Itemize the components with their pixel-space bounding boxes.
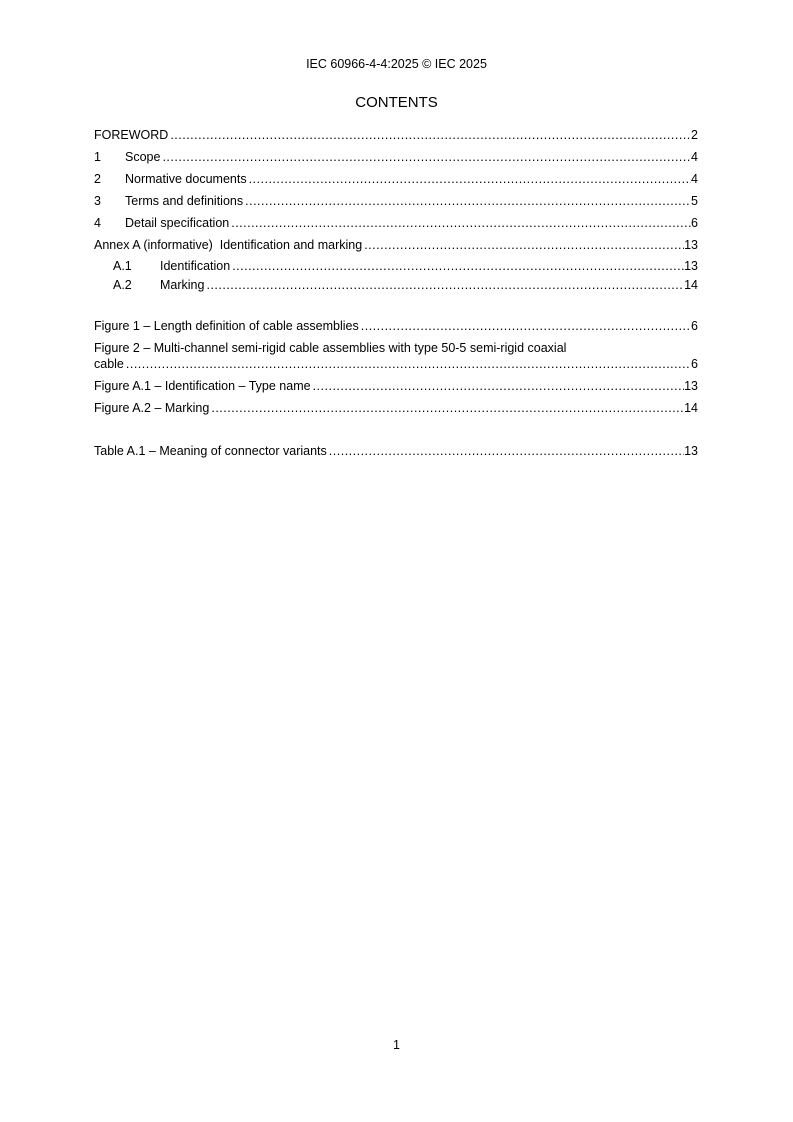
- toc-entry-page: 4: [691, 150, 698, 164]
- leader-dots: [124, 356, 691, 372]
- contents-title: CONTENTS: [355, 94, 438, 111]
- toc-entry-page: 13: [684, 259, 698, 273]
- toc-entry-page: 2: [691, 128, 698, 142]
- toc-entry-page: 13: [684, 238, 698, 252]
- toc-entry-table-a1[interactable]: [94, 443, 698, 459]
- toc-entry-figure-a1[interactable]: [94, 378, 698, 394]
- page-header: IEC 60966-4-4:2025 © IEC 2025: [306, 57, 487, 71]
- toc-entry-page: 6: [691, 357, 698, 371]
- toc-entry-normative-documents[interactable]: [94, 171, 698, 187]
- toc-entry-text: Table A.1 – Meaning of connector variants: [94, 444, 327, 458]
- toc-entry-figure-a2[interactable]: [94, 400, 698, 416]
- toc-entry-annex-a[interactable]: [94, 237, 698, 253]
- toc-entry-text: Figure A.2 – Marking: [94, 401, 210, 415]
- leader-dots: [359, 318, 691, 334]
- toc-entry-page: 5: [691, 194, 698, 208]
- toc-entry-foreword[interactable]: [94, 127, 698, 143]
- toc-entry-page: 4: [691, 172, 698, 186]
- toc-entry-number: 3: [94, 194, 101, 208]
- leader-dots: [230, 258, 684, 274]
- toc-entry-text: Figure 1 – Length definition of cable assemblies: [94, 319, 359, 333]
- leader-dots: [160, 149, 691, 165]
- toc-entry-text-line2: cable: [94, 357, 124, 371]
- toc-entry-text: Annex A (informative) Identification and marking: [94, 238, 363, 252]
- toc-entry-terms-and-definitions[interactable]: [94, 193, 698, 209]
- toc-entry-scope[interactable]: [94, 149, 698, 165]
- toc-entry-text: Detail specification: [125, 216, 230, 230]
- toc-entry-page: 14: [684, 401, 698, 415]
- toc-entry-text: Terms and definitions: [125, 194, 244, 208]
- leader-dots: [327, 443, 684, 459]
- toc-entry-page: 6: [691, 319, 698, 333]
- toc-entry-a2-marking[interactable]: [113, 277, 698, 293]
- toc-entry-number: A.2: [113, 278, 132, 292]
- toc-entry-text: FOREWORD: [94, 128, 169, 142]
- toc-entry-page: 13: [684, 444, 698, 458]
- leader-dots: [204, 277, 684, 293]
- leader-dots: [168, 127, 691, 143]
- toc-entry-a1-identification[interactable]: [113, 258, 698, 274]
- toc-entry-page: 14: [684, 278, 698, 292]
- page-number: 1: [393, 1038, 400, 1052]
- leader-dots: [243, 193, 691, 209]
- leader-dots: [229, 215, 691, 231]
- leader-dots: [311, 378, 685, 394]
- toc-entry-text: Identification: [160, 259, 231, 273]
- toc-entry-second-line: [94, 356, 698, 372]
- toc-entry-text-line1: Figure 2 – Multi-channel semi-rigid cable assemblies with type 50-5 semi-rigid coaxial: [94, 341, 567, 355]
- toc-entry-number: 1: [94, 150, 101, 164]
- toc-entry-figure-2[interactable]: [94, 340, 698, 372]
- leader-dots: [362, 237, 684, 253]
- toc-entry-detail-specification[interactable]: [94, 215, 698, 231]
- toc-entry-figure-1[interactable]: [94, 318, 698, 334]
- toc-entry-page: 13: [684, 379, 698, 393]
- toc-entry-number: 2: [94, 172, 101, 186]
- toc-entry-number: A.1: [113, 259, 132, 273]
- leader-dots: [209, 400, 684, 416]
- toc-entry-text: Scope: [125, 150, 161, 164]
- toc-entry-text: Figure A.1 – Identification – Type name: [94, 379, 311, 393]
- toc-entry-number: 4: [94, 216, 101, 230]
- toc-entry-text: Marking: [160, 278, 205, 292]
- toc-entry-page: 6: [691, 216, 698, 230]
- leader-dots: [247, 171, 691, 187]
- toc-entry-text: Normative documents: [125, 172, 247, 186]
